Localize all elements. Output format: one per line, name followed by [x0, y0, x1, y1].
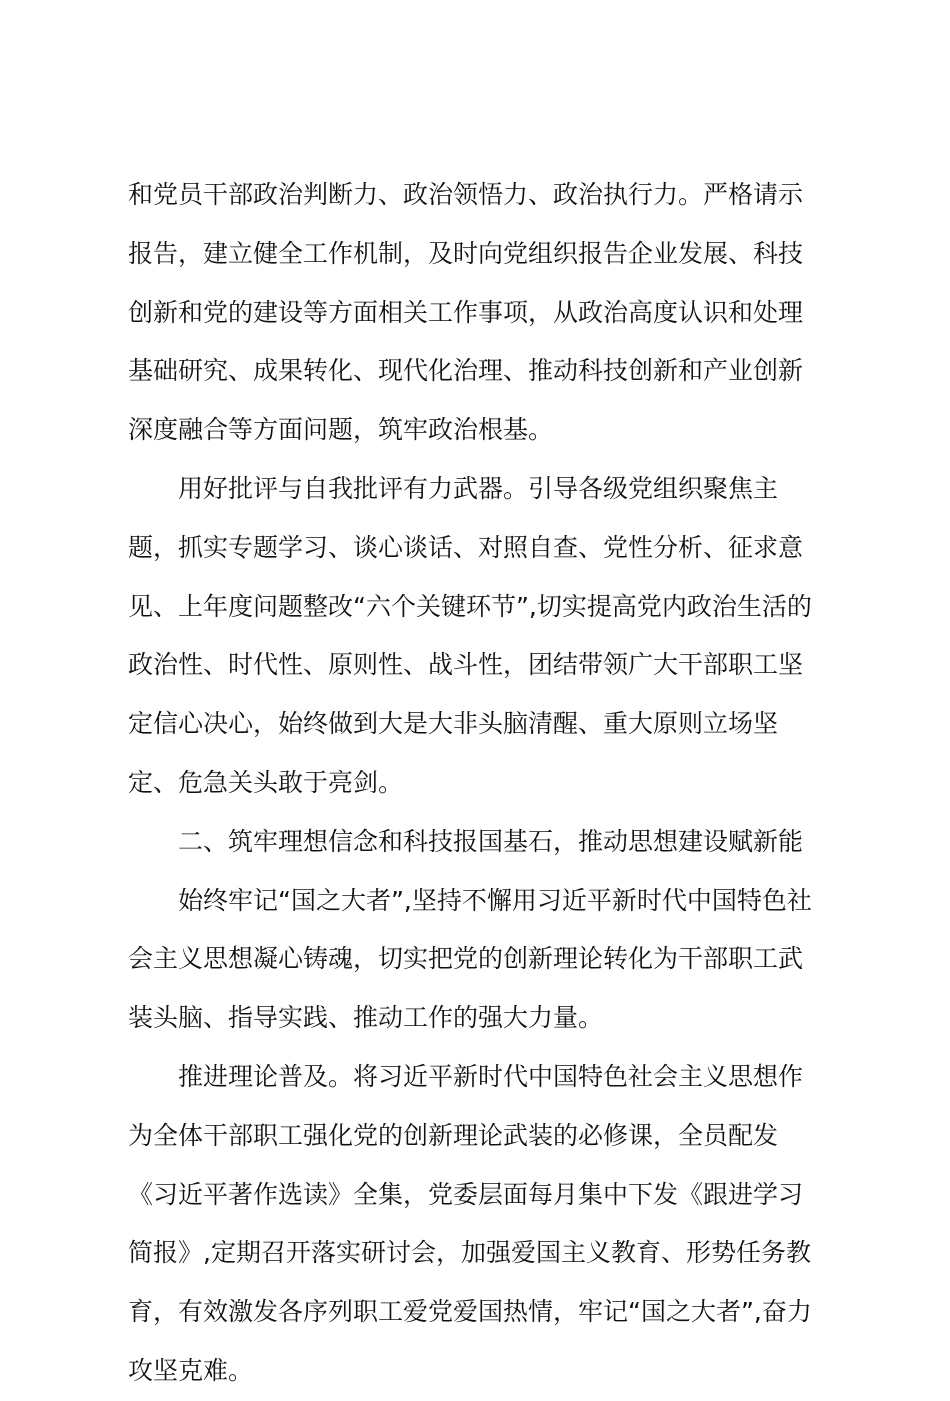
text-line: 见、上年度问题整改“六个关键环节”,切实提高党内政治生活的: [128, 591, 812, 621]
text-line: 基础研究、成果转化、现代化治理、推动科技创新和产业创新: [128, 356, 804, 386]
text-line: 会主义思想凝心铸魂，切实把党的创新理论转化为干部职工武: [128, 944, 804, 974]
text-line: 和党员干部政治判断力、政治领悟力、政治执行力。严格请示: [128, 180, 804, 209]
text-line: 为全体干部职工强化党的创新理论武装的必修课，全员配发: [128, 1120, 779, 1150]
text-line: 装头脑、指导实践、推动工作的强大力量。: [128, 1003, 604, 1033]
text-line: 创新和党的建设等方面相关工作事项，从政治高度认识和处理: [128, 297, 804, 327]
text-line: 报告，建立健全工作机制，及时向党组织报告企业发展、科技: [128, 238, 804, 268]
section-heading: [128, 813, 828, 872]
text-line: 定信心决心，始终做到大是大非头脑清醒、重大原则立场坚: [128, 709, 779, 739]
text-line: 始终牢记“国之大者”,坚持不懈用习近平新时代中国特色社: [178, 885, 812, 915]
text-line: 深度融合等方面问题，筑牢政治根基。: [128, 415, 554, 445]
text-line: 《习近平著作选读》全集，党委层面每月集中下发《跟进学习: [128, 1179, 804, 1209]
text-line: 简报》,定期召开落实研讨会，加强爱国主义教育、形势任务教: [128, 1238, 811, 1268]
heading-line: 二、筑牢理想信念和科技报国基石，推动思想建设赋新能: [178, 826, 804, 856]
text-line: 育，有效激发各序列职工爱党爱国热情，牢记“国之大者”,奋力: [128, 1297, 812, 1327]
text-line: 题，抓实专题学习、谈心谈话、对照自查、党性分析、征求意: [128, 532, 804, 562]
paragraph-4: [128, 872, 828, 1048]
paragraph-2: [128, 460, 828, 813]
document-page: [128, 166, 828, 1401]
text-line: 用好批评与自我批评有力武器。引导各级党组织聚焦主: [178, 473, 779, 503]
text-line: 推进理论普及。将习近平新时代中国特色社会主义思想作: [178, 1061, 804, 1091]
text-line: 政治性、时代性、原则性、战斗性，团结带领广大干部职工坚: [128, 650, 804, 680]
text-line: 攻坚克难。: [128, 1355, 254, 1385]
paragraph-5: [128, 1048, 828, 1401]
text-line: 定、危急关头敢于亮剑。: [128, 767, 404, 797]
paragraph-1: [128, 166, 828, 460]
